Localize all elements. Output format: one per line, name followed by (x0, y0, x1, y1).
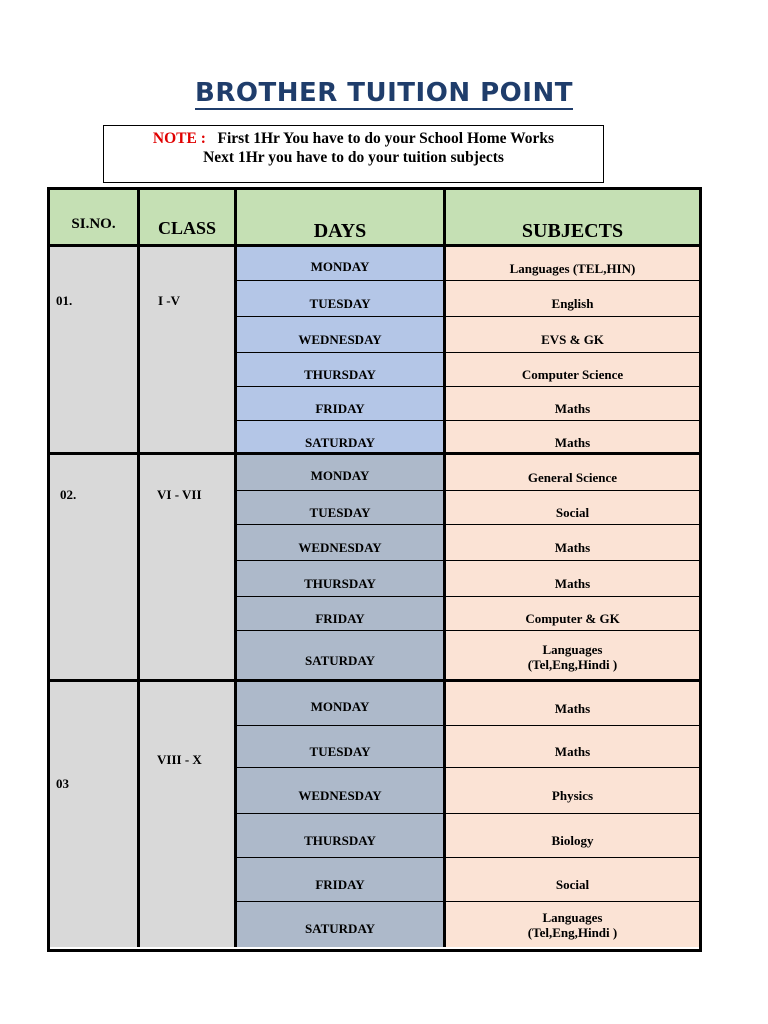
class-label: VI - VII (157, 487, 202, 502)
day-label: TUESDAY (309, 743, 371, 759)
header-subjects-label: SUBJECTS (521, 220, 624, 242)
subject-label: Maths (554, 575, 591, 591)
day-cell-wednesday (237, 317, 446, 353)
note-box (103, 125, 604, 183)
subject-label: Social (555, 504, 590, 520)
subject-cell (446, 768, 699, 814)
day-label: FRIDAY (315, 610, 365, 626)
subject-label: Maths (554, 434, 591, 450)
sino-label: 01. (56, 293, 73, 308)
note-label: NOTE (152, 130, 197, 147)
day-cell-tuesday (237, 281, 446, 317)
subject-label: Languages (Tel,Eng,Hindi ) (527, 909, 618, 940)
day-cell-friday (237, 858, 446, 902)
subject-cell (446, 455, 699, 491)
subject-label: Maths (554, 539, 591, 555)
subject-cell (446, 491, 699, 525)
day-label: FRIDAY (315, 400, 365, 416)
subject-label: Computer Science (521, 366, 624, 382)
subject-cell (446, 726, 699, 768)
header-subjects (446, 190, 699, 247)
day-label: MONDAY (310, 698, 370, 714)
subject-cell (446, 281, 699, 317)
subject-cell (446, 902, 699, 947)
sino-label: 03 (56, 776, 69, 791)
subject-cell (446, 353, 699, 387)
subject-cell (446, 597, 699, 631)
sino-label: 02. (60, 487, 77, 502)
day-cell-tuesday (237, 726, 446, 768)
day-label: WEDNESDAY (298, 539, 382, 555)
class-label: I -V (158, 293, 181, 308)
day-label: SATURDAY (304, 921, 376, 936)
class-cell (140, 455, 237, 682)
subject-cell (446, 858, 699, 902)
note-text-1: First 1Hr You have to do your School Home Works (217, 130, 555, 147)
header-class (140, 190, 237, 247)
day-cell-thursday (237, 353, 446, 387)
day-cell-saturday (237, 902, 446, 947)
day-cell-monday (237, 682, 446, 726)
day-label: FRIDAY (315, 876, 365, 892)
class-cell (140, 247, 237, 455)
subject-label: Biology (551, 832, 594, 848)
subject-label: EVS & GK (541, 331, 604, 347)
header-class-label: CLASS (157, 218, 217, 238)
day-cell-friday (237, 387, 446, 421)
day-label: TUESDAY (309, 295, 371, 311)
day-label: SATURDAY (304, 434, 376, 450)
subject-label: Physics (551, 787, 594, 803)
day-cell-monday (237, 247, 446, 281)
subject-cell (446, 631, 699, 682)
sino-cell (50, 682, 140, 947)
class-label: VIII - X (157, 752, 202, 767)
sino-cell (50, 247, 140, 455)
day-label: MONDAY (310, 467, 370, 483)
subject-cell (446, 421, 699, 455)
day-label: WEDNESDAY (298, 787, 382, 803)
header-sino-label: SI.NO. (71, 216, 116, 232)
day-label: THURSDAY (304, 366, 376, 382)
subject-cell (446, 387, 699, 421)
timetable (47, 187, 702, 952)
day-label: WEDNESDAY (298, 331, 382, 347)
day-label: MONDAY (310, 258, 370, 274)
subject-label: Languages (TEL,HIN) (509, 260, 636, 276)
subject-label: General Science (527, 469, 618, 485)
subject-label: Maths (554, 400, 591, 416)
page-title: BROTHER TUITION POINT (195, 78, 573, 108)
header-days-label: DAYS (313, 220, 367, 242)
subject-cell (446, 317, 699, 353)
subject-cell (446, 682, 699, 726)
sino-cell (50, 455, 140, 682)
day-cell-thursday (237, 561, 446, 597)
day-label: SATURDAY (304, 653, 376, 668)
day-cell-friday (237, 597, 446, 631)
class-cell (140, 682, 237, 947)
header-days (237, 190, 446, 247)
day-cell-saturday (237, 631, 446, 682)
day-label: TUESDAY (309, 504, 371, 520)
day-label: THURSDAY (304, 832, 376, 848)
subject-cell (446, 561, 699, 597)
subject-label: Social (555, 876, 590, 892)
note-line-2: Next 1Hr you have to do your tuition subjects (203, 149, 504, 166)
day-cell-wednesday (237, 525, 446, 561)
subject-label: Computer & GK (525, 610, 620, 626)
subject-label: Languages (Tel,Eng,Hindi ) (527, 641, 618, 672)
day-cell-monday (237, 455, 446, 491)
day-cell-tuesday (237, 491, 446, 525)
day-label: THURSDAY (304, 575, 376, 591)
day-cell-saturday (237, 421, 446, 455)
subject-label: Maths (554, 700, 591, 716)
day-cell-thursday (237, 814, 446, 858)
day-cell-wednesday (237, 768, 446, 814)
subject-label: Maths (554, 743, 591, 759)
subject-cell (446, 525, 699, 561)
subject-cell (446, 814, 699, 858)
subject-label: English (551, 295, 594, 311)
note-line-1: NOTE : First 1Hr You have to do your School Home Works (152, 130, 555, 147)
subject-cell (446, 247, 699, 281)
header-sino (50, 190, 140, 247)
